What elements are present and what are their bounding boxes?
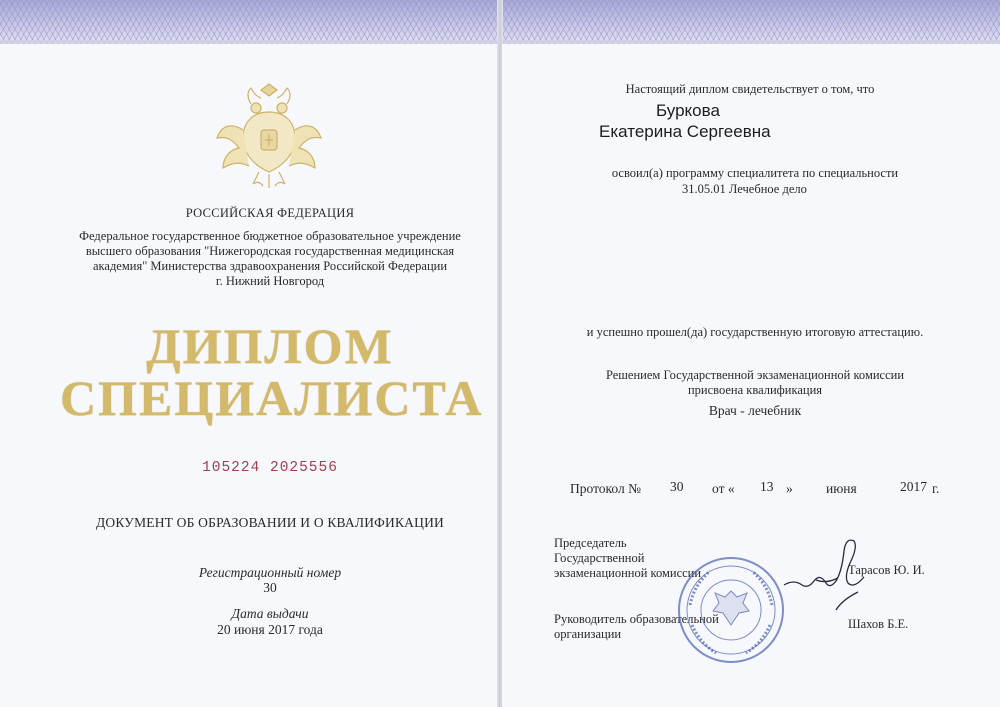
reg-number-label: Регистрационный номер <box>198 565 342 580</box>
graduate-given-names: Екатерина Сергеевна <box>599 122 771 141</box>
issue-date-label: Дата выдачи <box>231 606 309 621</box>
chair-title-line: экзаменационной комиссии <box>554 566 702 580</box>
protocol-year: 2017 <box>900 479 927 494</box>
protocol-year-suffix: г. <box>932 481 940 496</box>
intro-text: Настоящий диплом свидетельствует о том, что <box>625 82 875 96</box>
institution-block <box>40 229 500 289</box>
head-title-line: организации <box>554 627 622 641</box>
diploma-serial-number: 105224 2025556 <box>202 460 338 476</box>
protocol-month: июня <box>826 481 857 496</box>
coat-of-arms-icon <box>213 82 325 192</box>
head-title-line: Руководитель образовательной <box>554 612 719 626</box>
protocol-from-label: от « <box>712 481 735 496</box>
qualification-value: Врач - лечебник <box>708 403 802 418</box>
institution-line: академия" Министерства здравоохранения Российской Федерации <box>92 259 448 273</box>
head-name: Шахов Б.Е. <box>848 617 909 631</box>
protocol-close-quote: » <box>786 481 793 496</box>
specialty-text: 31.05.01 Лечебное дело <box>682 182 807 196</box>
official-seal-icon <box>676 555 786 665</box>
chair-title-line: Государственной <box>554 551 645 565</box>
diploma-title-line1: ДИПЛОМ <box>146 318 394 374</box>
attestation-text: и успешно прошел(да) государственную итоговую аттестацию. <box>586 325 924 339</box>
chair-name: Тарасов Ю. И. <box>848 563 925 577</box>
commission-decision-line2: присвоена квалификация <box>687 383 823 397</box>
chair-title-line: Председатель <box>554 536 627 550</box>
graduate-surname: Буркова <box>656 101 720 120</box>
protocol-label: Протокол № <box>570 481 641 496</box>
reg-number-value: 30 <box>263 580 277 595</box>
commission-decision-line1: Решением Государственной экзаменационной комиссии <box>605 368 905 382</box>
institution-line: г. Нижний Новгород <box>215 274 325 288</box>
protocol-line <box>570 479 950 499</box>
issue-date-value: 20 июня 2017 года <box>217 622 323 637</box>
program-text: освоил(а) программу специалитета по специальности <box>611 166 899 180</box>
country-name: РОССИЙСКАЯ ФЕДЕРАЦИЯ <box>185 206 355 220</box>
diploma-title-line2: СПЕЦИАЛИСТА <box>60 370 484 426</box>
protocol-day: 13 <box>760 479 774 494</box>
signature-icon <box>776 530 886 620</box>
protocol-number: 30 <box>670 479 684 494</box>
institution-line: Федеральное государственное бюджетное образовательное учреждение <box>79 229 461 243</box>
institution-line: высшего образования "Нижегородская государственная медицинская <box>85 244 455 258</box>
document-type: ДОКУМЕНТ ОБ ОБРАЗОВАНИИ И О КВАЛИФИКАЦИИ <box>96 515 444 530</box>
